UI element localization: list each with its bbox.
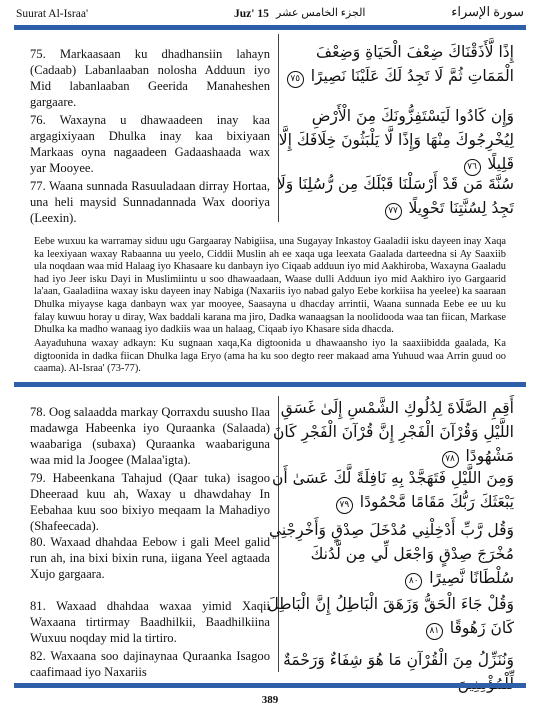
juz-label: Juz' 15 xyxy=(234,8,269,20)
footer-bar xyxy=(14,683,526,688)
page-header xyxy=(14,4,526,24)
verse-77-arabic: سُنَّةَ مَن قَدْ أَرْسَلْنَا قَبْلَكَ مِن رُّسُلِنَا وَلَا تَجِدُ لِسُنَّتِنَا تَحْوِيلًا ٧٧ xyxy=(266,172,514,220)
commentary-paragraph: Eebe wuxuu ka warramay siduu ugu Gargaaray Nabigiisa, una Sugayay Inkastoy Gaaladii isku dayeen inay Xaqa ka leexiyaan waxay Rabaanna uu yeelo, Ciddii Muslin ah ee xaqa uga leexata Gaalada darteedna si Ay Saaxiib ula noqdaan waa mid Halaag iyo Khasaare ku danbayn iyo Ciqaab adduun iyo mid Aakhiroba, Waxayna Gaaladu had iyo Jeer isku Dayi in Muslimiintu u soo dhawaadaan, Waase dulli Adduun iyo mid Aakhiro iyo Gargaarid la'aan, Gaaladiina waxay isku dayeen inay Nabiga (Naxariis iyo nabad galyo Eebe korkiisa ha yeelee) ka saaraan Dhulka miyayse kaga danbayn wax yar mooyee, Saasayna u dhacday arrintii, Waana sunnada Eebe ee uu ku falay kuwuu horay u diray, Wax baddali karana ma jiro, Dadka wanaagsan la noolidooda waa tan fiican, Markase Dhulka ka madho wanaag iyo dadkiis waa un halaag, Ciqaab iyo Khasare sida dhacda. xyxy=(34,236,506,336)
verse-80-arabic: وَقُل رَّبِّ أَدْخِلْنِي مُدْخَلَ صِدْقٍ وَأَخْرِجْنِي مُخْرَجَ صِدْقٍ وَاجْعَل لِّي مِن لَّدُنكَ سُلْطَانًا نَّصِيرًا ٨٠ xyxy=(266,518,514,590)
verse-number-icon: ٧٩ xyxy=(336,497,353,514)
verse-number-icon: ٧٦ xyxy=(464,159,481,176)
juz-arabic: الجزء الخامس عشر xyxy=(276,7,366,19)
verse-82-arabic: وَنُنَزِّلُ مِنَ الْقُرْآنِ مَا هُوَ شِفَاءٌ وَرَحْمَةٌ xyxy=(283,651,514,669)
verse-75-arabic: إِذًا لَّأَذَقْنَاكَ ضِعْفَ الْحَيَاةِ وَضِعْفَ الْمَمَاتِ ثُمَّ لَا تَجِدُ لَكَ عَلَيْنَا نَصِيرًا ٧٥ xyxy=(266,40,514,88)
verse-76-translation: 76. Waxayna u dhawaadeen inay kaa argagixiyaan Dhulka inay kaa bixiyaan Markaas oyna nagaadeen Gadaashaada wax yar Mooyee. xyxy=(30,113,270,175)
verse-78-translation: 78. Oog salaadda markay Qorraxdu suusho Ilaa madawga Habeenka iyo Quraanka (Salaada) waabariga (subaxa) Quraanka waabariguna waa mid la Joogee (Malaa'igta). xyxy=(30,405,270,467)
header-bar xyxy=(14,25,526,30)
verse-81-translation: 81. Waxaad dhahdaa waxaa yimid Xaqii Waxaana tirtirmay Baadhilkii, Baadhilkiina Wuxuu noqday mid la tirtiro. xyxy=(30,599,270,645)
commentary-summary: Aayaduhuna waxay adkayn: Ku sugnaan xaqa,Ka digtoonida u dhawaansho iyo la saaxiibidda gaalada, Ka digtoonida in dadka fiican Dhulka laga Eryo (ama ha ku soo degto reer makaad ama Yuhuud waa Arrin guud oo caama). Al-Israa' (73-77). xyxy=(34,338,506,375)
verse-number-icon: ٧٥ xyxy=(287,71,304,88)
verse-77-translation: 77. Waana sunnada Rasuuladaan dirray Hortaa, una heli maysid Sunnadannada Wax dooriya (Leexin). xyxy=(30,179,270,225)
verse-number-icon: ٨٠ xyxy=(405,573,422,590)
verse-number-icon: ٧٨ xyxy=(442,451,459,468)
verse-number-icon: ٨١ xyxy=(426,623,443,640)
verse-75-translation: 75. Markaasaan ku dhadhansiin lahayn (Cadaab) Labanlaaban nolosha Adduun iyo Mid labanlaaban Geerida Manaheshen gargaare. xyxy=(30,47,270,109)
section-bar xyxy=(14,382,526,387)
verse-79-arabic: وَمِنَ اللَّيْلِ فَتَهَجَّدْ بِهِ نَافِلَةً لَّكَ عَسَىٰ أَن يَبْعَثَكَ رَبُّكَ مَقَامًا مَّحْمُودًا ٧٩ xyxy=(266,466,514,514)
verse-79-translation: 79. Habeenkana Tahajud (Qaar tuka) isagoo Dheeraad kuu ah, Waxay u dhawdahay In Eebahaa kuu soo bixiyo meqaam la Mahadiyo (Shafeecada). xyxy=(30,471,270,533)
verse-81-arabic: وَقُلْ جَاءَ الْحَقُّ وَزَهَقَ الْبَاطِلُ إِنَّ الْبَاطِلَ كَانَ زَهُوقًا ٨١ xyxy=(266,592,514,640)
verse-80-translation: 80. Waxaad dhahdaa Eebow i gali Meel galid run ah, ina bixi bixin runa, iigana Yeel agtaada Xujo gargaara. xyxy=(30,535,270,581)
verse-number-icon: ٧٧ xyxy=(385,203,402,220)
surah-arabic: سورة الإسراء xyxy=(451,4,524,19)
page-number: 389 xyxy=(261,694,279,706)
verse-76-arabic: وَإِن كَادُوا لَيَسْتَفِزُّونَكَ مِنَ الْأَرْضِ لِيُخْرِجُوكَ مِنْهَا وَإِذًا لَّا يَلْبَثُونَ خِلَافَكَ إِلَّا قَلِيلًا ٧٦ xyxy=(266,104,514,176)
verse-82-translation: 82. Waxaana soo dajinaynaa Quraanka Isagoo caafimaad iyo Naxariis xyxy=(30,649,270,679)
verse-78-arabic: أَقِمِ الصَّلَاةَ لِدُلُوكِ الشَّمْسِ إِلَىٰ غَسَقِ اللَّيْلِ وَقُرْآنَ الْفَجْرِ إِنَّ قُرْآنَ الْفَجْرِ كَانَ مَشْهُودًا ٧٨ xyxy=(266,396,514,468)
surah-name: Suurat Al-Israa' xyxy=(16,8,89,20)
